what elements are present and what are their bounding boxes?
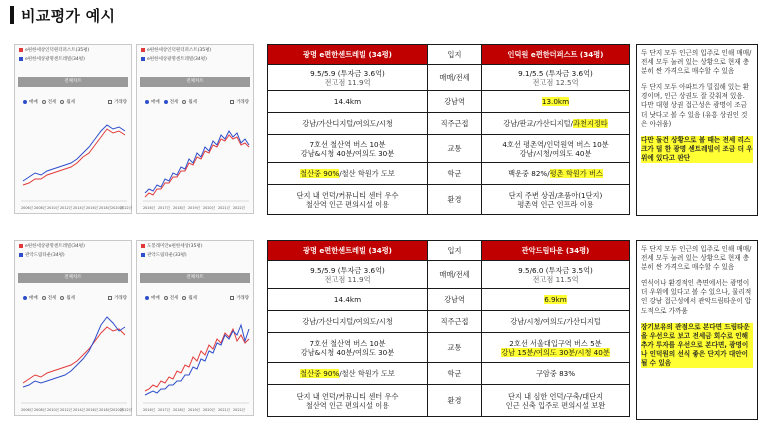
note-conclusion: 다만 둘건 상황으로 볼 때는 전세 리스크가 덜 한 광명 센트레빌이 조금 더 우위에 있다고 판단 [641, 135, 753, 162]
cell-criteria: 교통 [428, 135, 482, 163]
x-tick-label: 2019년 [188, 206, 200, 210]
x-tick-label: 2022년 [120, 408, 132, 412]
series-line-red [23, 129, 125, 185]
radio-icon [60, 100, 64, 104]
analysis-note-1 [636, 44, 758, 216]
option-label: 월세 [188, 100, 198, 105]
series-line-blue [23, 125, 125, 181]
table-row [268, 185, 630, 215]
page-header [10, 4, 115, 26]
note-paragraph: 두 단지 모두 인근의 입주로 인해 매매/전세 모두 눌려 있는 상황으로 현재 충분히 싼 가격으로 매수할 수 있음 [641, 245, 752, 272]
option-label: 매매 [151, 100, 160, 105]
comparison-table-1 [267, 44, 630, 215]
x-tick-label: 2012년 [60, 408, 72, 412]
cell-criteria: 강남역 [428, 91, 482, 113]
cell-right: 단지 내 심한 언덕/구축/대단지 인근 신축 입주로 편의시설 보완 [482, 385, 630, 417]
legend-label: e편한세상광명센트레빌(34평) [25, 56, 85, 62]
chart-legend-item [15, 54, 131, 63]
x-tick-label: 2020년 [203, 206, 215, 210]
note-paragraph: 두 단지 모두 인근의 입주로 인해 매매/전세 모두 눌려 있는 상황으로 현재 충분히 싼 가격으로 매수할 수 있음 [641, 49, 752, 76]
option-label: 전세 [169, 296, 179, 301]
cell-right: 9.1/5.5 (투자금 3.6억) 전고점 12.5억 [482, 65, 630, 91]
x-tick-label: 2006년 [21, 206, 33, 210]
full-chart-button: 전체차트 [18, 77, 128, 87]
option-label: 월세 [188, 296, 198, 301]
price-chart-thumbnail-1a [14, 44, 132, 214]
complex-b-header: 인덕원 e편한더퍼스트 (34평) [482, 45, 630, 65]
legend-label: e편한세상광명센트레빌(34평) [147, 56, 207, 62]
criteria-header: 입지 [428, 241, 482, 261]
table-row [268, 65, 630, 91]
chart-legend-item [137, 241, 253, 250]
legend-label: 관악드림타운(34평) [25, 252, 65, 258]
legend-label: e편한세상인덕원더퍼스트(35평) [147, 47, 212, 53]
option-label: 매매 [29, 296, 38, 301]
cell-criteria: 환경 [428, 385, 482, 417]
table-row [268, 163, 630, 185]
cell-criteria: 매매/전세 [428, 261, 482, 289]
option-label: 거래량 [113, 296, 127, 301]
legend-label: 도봉래미안e편한세상(35평) [147, 243, 203, 249]
cell-right: 9.5/6.0 (투자금 3.5억) 전고점 11.5억 [482, 261, 630, 289]
x-tick-label: 2022년 [120, 206, 132, 210]
x-tick-label: 2019년 [188, 408, 200, 412]
chart-legend-item [137, 54, 253, 63]
cell-criteria: 직주근접 [428, 113, 482, 135]
radio-icon [145, 296, 149, 300]
x-tick-label: 2010년 [47, 408, 59, 412]
price-line-chart [17, 305, 132, 413]
table-row [268, 135, 630, 163]
cell-left: 강남/가산디지털/여의도/시청 [268, 113, 428, 135]
cell-left: 철산중 90%/철산 학원가 도보 [268, 163, 428, 185]
radio-icon [23, 296, 27, 300]
x-tick-label: 2020년 [203, 408, 215, 412]
x-tick-label: 2016년 [143, 206, 155, 210]
series-line-blue [145, 131, 249, 193]
option-label: 월세 [66, 100, 76, 105]
x-tick-label: 2018년 [99, 408, 111, 412]
title-bar-mark [10, 6, 14, 24]
table-row [268, 289, 630, 311]
comparison-section-2 [14, 240, 758, 420]
complex-a-header: 광명 e편한센트레빌 (34평) [268, 45, 428, 65]
full-chart-button: 전체차트 [140, 273, 250, 283]
x-tick-label: 2008년 [34, 408, 46, 412]
table-row [268, 385, 630, 417]
price-chart-thumbnail-2b [136, 240, 254, 416]
x-tick-label: 2016년 [86, 206, 98, 210]
legend-label: e편한세상광명센트레빌(34평) [25, 243, 85, 249]
x-tick-label: 2010년 [47, 206, 59, 210]
cell-left: 단지 내 언덕/커뮤니티 센터 우수 철산역 인근 편의시설 이용 [268, 185, 428, 215]
cell-right: 4호선 평촌역/인덕원역 버스 10분 강남/시청/여의도 40분 [482, 135, 630, 163]
complex-b-header: 관악드림타운 (34평) [482, 241, 630, 261]
x-tick-label: 2021년 [218, 408, 230, 412]
full-chart-button: 전체차트 [18, 273, 128, 283]
cell-left: 철산중 90%/철산 학원가 도보 [268, 363, 428, 385]
x-tick-label: 2016년 [143, 408, 155, 412]
option-label: 거래량 [235, 296, 249, 301]
checkbox-icon [108, 296, 112, 300]
cell-right: 구암중 83% [482, 363, 630, 385]
series-line-red [145, 329, 249, 391]
price-chart-thumbnail-1b [136, 44, 254, 214]
table-row [268, 311, 630, 333]
cell-right: 6.9km [482, 289, 630, 311]
chart-legend-item [15, 250, 131, 259]
radio-icon [145, 100, 149, 104]
x-tick-label: 2008년 [34, 206, 46, 210]
table-row [268, 363, 630, 385]
chart-options [137, 97, 253, 107]
cell-left: 9.5/5.9 (투자금 3.6억) 전고점 11.9억 [268, 65, 428, 91]
x-tick-label: 2022년 [233, 408, 245, 412]
table-row [268, 333, 630, 363]
checkbox-icon [230, 100, 234, 104]
table-row [268, 261, 630, 289]
cell-right: 강남/판교/가산디지털/과천지정타 [482, 113, 630, 135]
chart-legend-item [15, 45, 131, 54]
cell-left: 14.4km [268, 91, 428, 113]
cell-criteria: 강남역 [428, 289, 482, 311]
cell-right: 강남/시청/여의도/가산디지털 [482, 311, 630, 333]
x-tick-label: 2018년 [173, 408, 185, 412]
radio-icon [23, 100, 27, 104]
cell-right: 13.0km [482, 91, 630, 113]
complex-a-header: 광명 e편한센트레빌 (34평) [268, 241, 428, 261]
option-label: 전세 [47, 100, 57, 105]
cell-criteria: 학군 [428, 163, 482, 185]
price-line-chart [139, 305, 251, 413]
x-tick-label: 2014년 [73, 408, 85, 412]
radio-icon [182, 296, 186, 300]
option-label: 거래량 [113, 100, 127, 105]
note-paragraph: 두 단지 모두 아파트가 밀집해 있는 환경이며, 인근 상권도 잘 갖춰져 있음. 다만 대형 상권 접근성은 광명이 조금 더 낫다고 볼 수 있음 (유흥 상권인 것은 아쉬움) [641, 83, 750, 128]
option-label: 매매 [151, 296, 160, 301]
x-tick-label: 2022년 [233, 206, 245, 210]
cell-left: 단지 내 언덕/커뮤니티 센터 우수 철산역 인근 편의시설 이용 [268, 385, 428, 417]
cell-right: 2호선 서울대입구역 버스 5분 강남 15분/여의도 30분/시청 40분 [482, 333, 630, 363]
radio-icon [42, 296, 46, 300]
comparison-section-1 [14, 44, 758, 216]
x-tick-label: 2012년 [60, 206, 72, 210]
price-line-chart [17, 109, 132, 211]
option-label: 매매 [29, 100, 38, 105]
page-title: 비교평가 예시 [21, 6, 116, 25]
option-label: 전세 [47, 296, 57, 301]
legend-label: 관악드림타운(33평) [147, 252, 187, 258]
radio-icon [60, 296, 64, 300]
radio-icon [164, 100, 168, 104]
full-chart-button: 전체차트 [140, 77, 250, 87]
chart-legend-item [137, 250, 253, 259]
chart-legend-item [137, 45, 253, 54]
x-tick-label: 2018년 [99, 206, 111, 210]
cell-criteria: 교통 [428, 333, 482, 363]
option-label: 전세 [169, 100, 179, 105]
x-tick-label: 2006년 [21, 408, 33, 412]
cell-left: 9.5/5.9 (투자금 3.6억) 전고점 11.9억 [268, 261, 428, 289]
cell-left: 강남/가산디지털/여의도/시청 [268, 311, 428, 333]
cell-criteria: 학군 [428, 363, 482, 385]
x-tick-label: 2021년 [218, 206, 230, 210]
x-tick-label: 2014년 [73, 206, 85, 210]
option-label: 거래량 [235, 100, 249, 105]
cell-left: 7호선 철산역 버스 10분 강남&시청 40분/여의도 30분 [268, 135, 428, 163]
series-line-red [23, 327, 125, 383]
cell-criteria: 매매/전세 [428, 65, 482, 91]
chart-options [15, 293, 131, 303]
cell-left: 7호선 철산역 버스 10분 강남&시청 40분/여의도 30분 [268, 333, 428, 363]
table-row [268, 91, 630, 113]
x-tick-label: 2017년 [158, 408, 170, 412]
chart-options [137, 293, 253, 303]
series-line-red [145, 135, 249, 197]
price-chart-thumbnail-2a [14, 240, 132, 416]
checkbox-icon [230, 296, 234, 300]
x-tick-label: 2018년 [173, 206, 185, 210]
note-paragraph: 연식이나 환경적인 측면에서는 광명이 더 우위에 있다고 볼 수 있으나, 물리적인 강남 접근성에서 관악드림타운이 압도적으로 가까움 [641, 279, 752, 315]
cell-left: 14.4km [268, 289, 428, 311]
cell-criteria: 환경 [428, 185, 482, 215]
x-tick-label: 2020년 [111, 206, 123, 210]
x-tick-label: 2017년 [158, 206, 170, 210]
x-tick-label: 2016년 [86, 408, 98, 412]
chart-legend-item [15, 241, 131, 250]
chart-options [15, 97, 131, 107]
analysis-note-2 [636, 240, 758, 420]
price-line-chart [139, 109, 251, 211]
note-conclusion: 장기보유의 관점으로 본다면 드림타운을 우선으로 보고 전세금 회수로 인해 추가 투자를 우선으로 본다면, 광명이나 인덕원의 선식 좋은 단지가 대안이 될 수 있음 [641, 323, 753, 368]
cell-right: 백운중 82%/평촌 학원가 버스 [482, 163, 630, 185]
comparison-table-2 [267, 240, 630, 417]
x-tick-label: 2020년 [111, 408, 123, 412]
radio-icon [182, 100, 186, 104]
cell-right: 단지 주변 상권/초품아(1단지) 평촌역 인근 인프라 이용 [482, 185, 630, 215]
legend-label: e편한세상인덕원더퍼스트(35평) [25, 47, 90, 53]
option-label: 월세 [66, 296, 76, 301]
cell-criteria: 직주근접 [428, 311, 482, 333]
checkbox-icon [108, 100, 112, 104]
radio-icon [42, 100, 46, 104]
radio-icon [164, 296, 168, 300]
criteria-header: 입지 [428, 45, 482, 65]
table-row [268, 113, 630, 135]
